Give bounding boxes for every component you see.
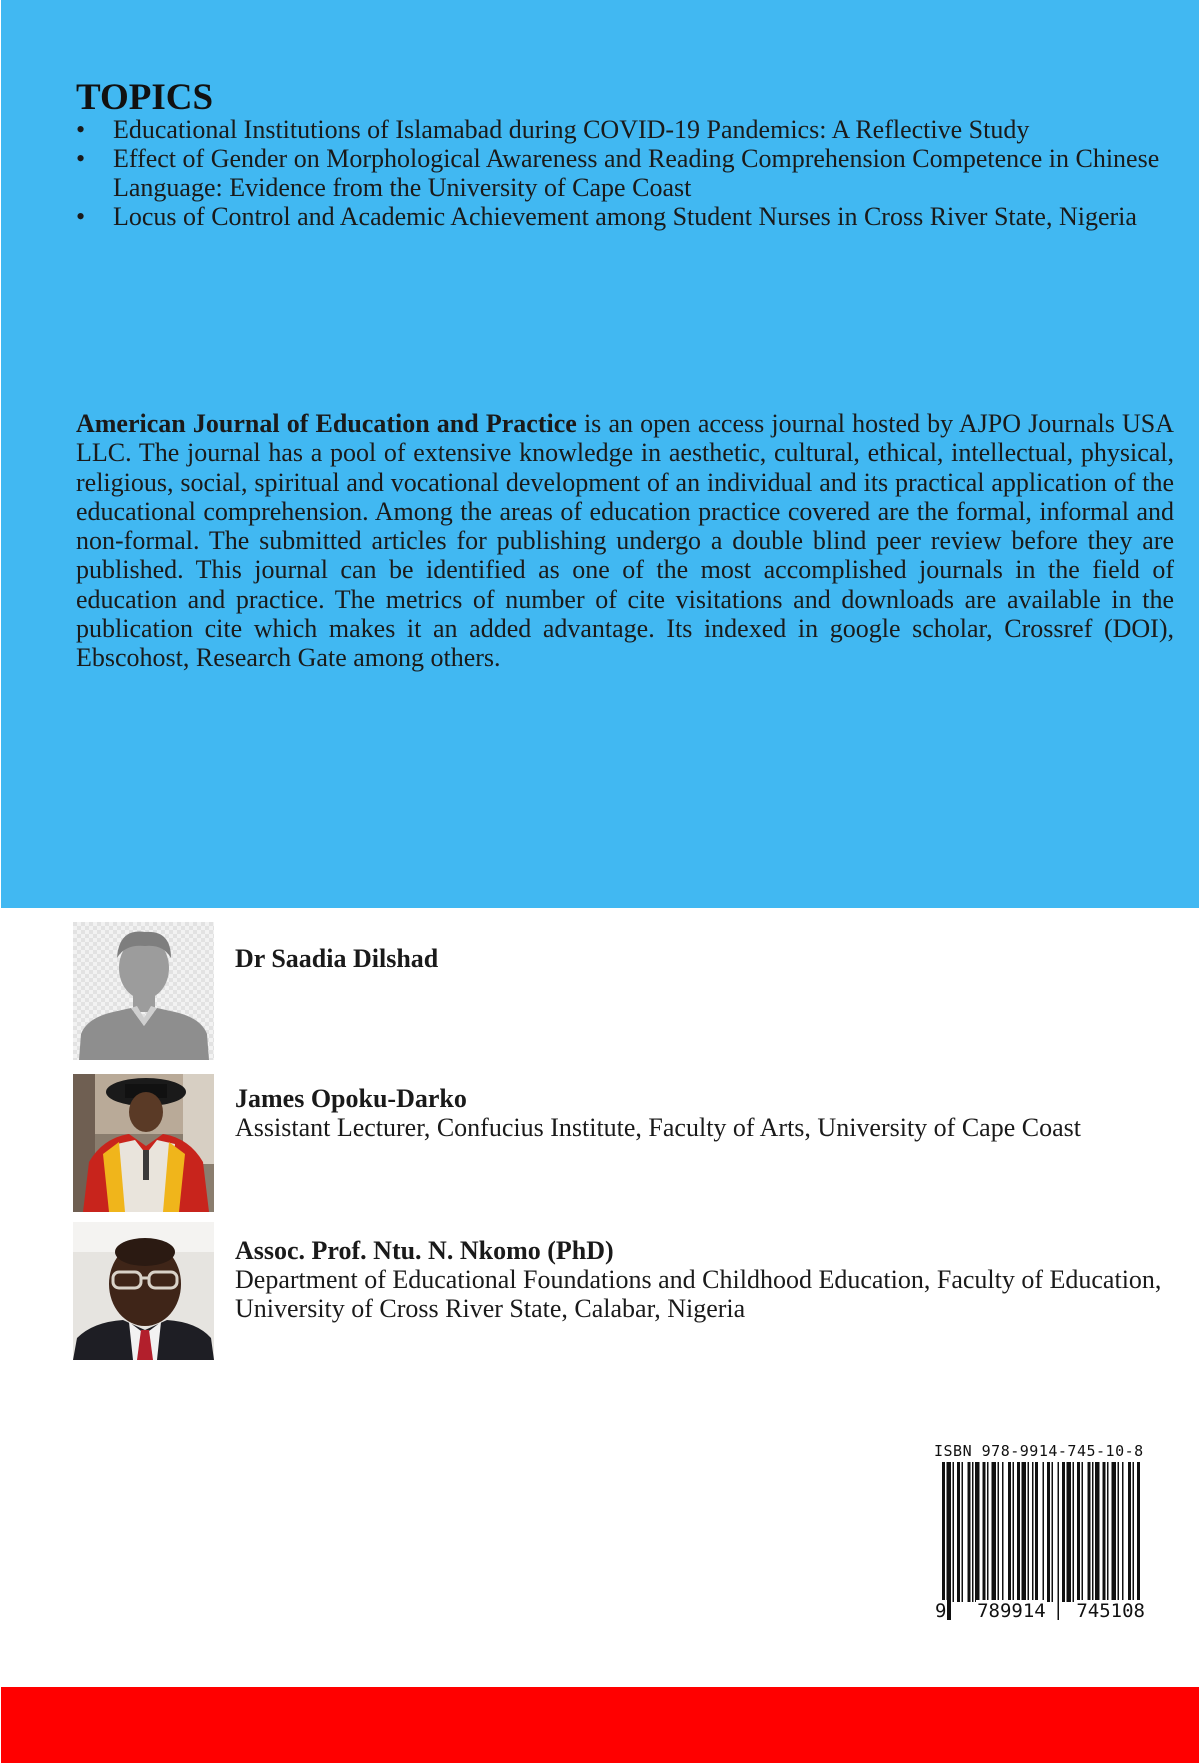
journal-description (76, 409, 1174, 673)
topic-item: • Educational Institutions of Islamabad during COVID-19 Pandemics: A Reflective Study (76, 115, 1174, 144)
person-placeholder-icon (73, 922, 214, 1060)
isbn-label: ISBN 978-9914-745-10-8 (934, 1442, 1144, 1460)
author-details (235, 1236, 1185, 1323)
author-name: Dr Saadia Dilshad (235, 944, 439, 973)
author-entry (73, 1222, 1183, 1362)
topic-item: • Effect of Gender on Morphological Awareness and Reading Comprehension Competence in Chinese Language: Evidence from the University of Cape Coast (76, 144, 1174, 202)
author-entry (73, 922, 1183, 1062)
author-photo (73, 1074, 214, 1212)
author-details (235, 1084, 1185, 1142)
author-photo-image (73, 1222, 214, 1360)
barcode-digit-group: 9 (935, 1600, 947, 1622)
author-affiliation: Department of Educational Foundations and Childhood Education, Faculty of Education, University of Cross River State, Calabar, Nigeria (235, 1265, 1162, 1323)
barcode-digit-group: 789914 (977, 1600, 1046, 1622)
barcode-digits (934, 1600, 1146, 1622)
journal-name: American Journal of Education and Practice (76, 409, 577, 438)
author-entry (73, 1074, 1183, 1214)
author-photo-placeholder (73, 922, 214, 1060)
author-details (235, 944, 1185, 973)
author-photo-image (73, 1074, 214, 1212)
journal-description-text: is an open access journal hosted by AJPO Journals USA LLC. The journal has a pool of extensive knowledge in aesthetic, cultural, ethical, intellectual, physical, religious, social, spiritual and vocational development of an individual and its practical application of the educational comprehension. Among the areas of education practice covered are the formal, informal and non-formal. The submitted articles for publishing undergo a double blind peer review before they are published. This journal can be identified as one of the most accomplished journals in the field of education and practice. The metrics of number of cite visitations and downloads are available in the publication cite which makes it an added advantage. Its indexed in google scholar, Crossref (DOI), Ebscohost, Research Gate among others. (76, 409, 1174, 673)
author-name: James Opoku-Darko (235, 1084, 467, 1113)
barcode-digit-group: 745108 (1076, 1600, 1145, 1622)
author-name: Assoc. Prof. Ntu. N. Nkomo (PhD) (235, 1236, 614, 1265)
topics-heading: TOPICS (76, 77, 214, 118)
author-affiliation: Assistant Lecturer, Confucius Institute, Faculty of Arts, University of Cape Coast (235, 1113, 1081, 1142)
topic-item: • Locus of Control and Academic Achievement among Student Nurses in Cross River State, Nigeria (76, 202, 1174, 231)
topics-list (76, 115, 1174, 231)
author-photo (73, 1222, 214, 1360)
footer-red-bar (1, 1687, 1199, 1763)
